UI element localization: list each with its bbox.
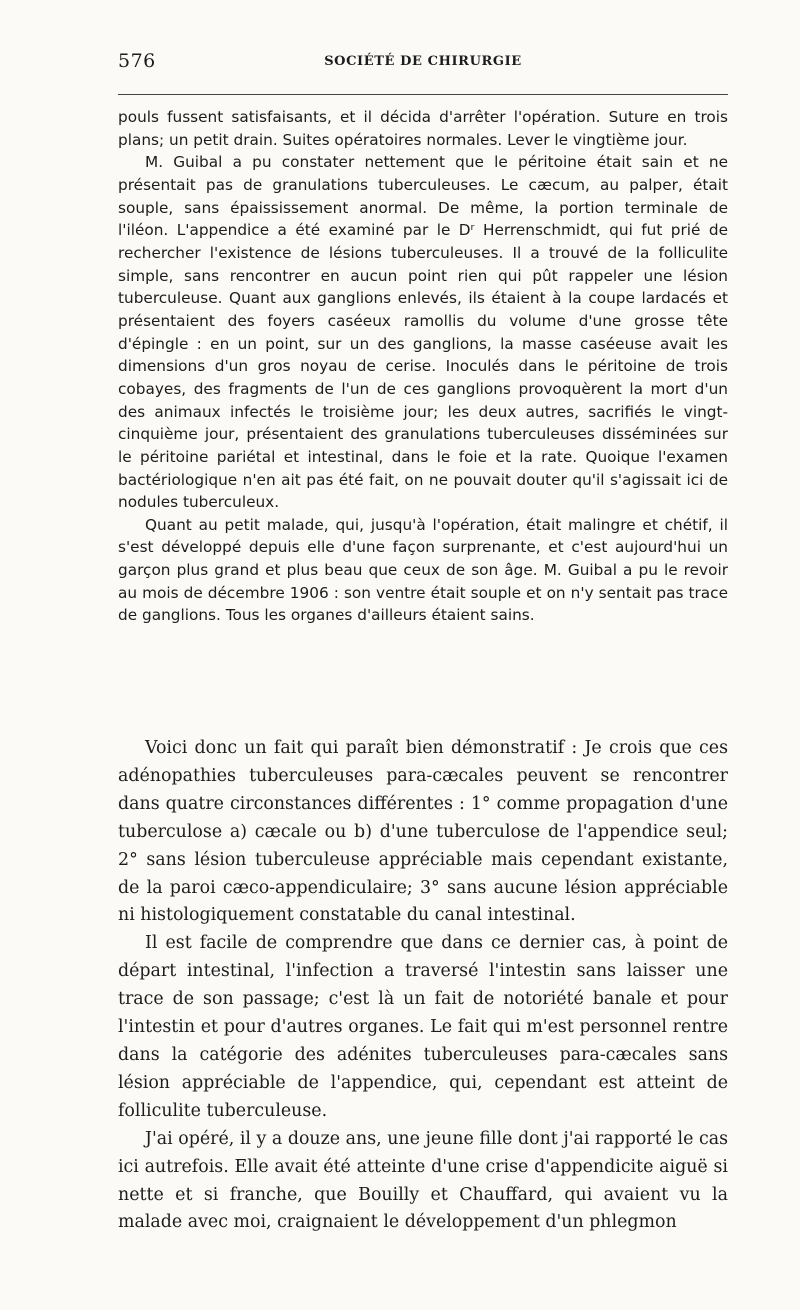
running-header bbox=[118, 50, 728, 74]
discussion-paragraph-1: Voici donc un fait qui paraît bien démonstratif : Je crois que ces adénopathies tuberculeuses para-cæcales peuvent se rencontrer dans quatre circonstances différentes : 1° comme propagation d'une tuberculose a) cæcale ou b) d'une tuberculose de l'appendice seul; 2° sans lésion tuberculeuse appréciable mais cependant existante, de la paroi cæco-appendiculaire; 3° sans aucune lésion appréciable ni histologiquement constatable du canal intestinal. bbox=[118, 738, 728, 926]
discussion-paragraph-3: J'ai opéré, il y a douze ans, une jeune fille dont j'ai rapporté le cas ici autrefois. Elle avait été atteinte d'une crise d'appendicite aiguë si nette et si franche, que Bouilly et Chauffard, qui avaient vu la malade avec moi, craignaient le développement d'un phlegmon bbox=[118, 1128, 728, 1233]
observation-paragraph-2: M. Guibal a pu constater nettement que le péritoine était sain et ne présentait pas de granulations tuberculeuses. Le cæcum, au palper, était souple, sans épaississement anormal. De même, la portion terminale de l'iléon. L'appendice a été examiné par le Dʳ Herrenschmidt, qui fut prié de rechercher l'existence de lésions tuberculeuses. Il a trouvé de la folliculite simple, sans rencontrer en aucun point rien qui pût rappeler une lésion tuberculeuse. Quant aux ganglions enlevés, ils étaient à la coupe lardacés et présentaient des foyers caséeux ramollis du volume d'une grosse tête d'épingle : en un point, sur un des ganglions, la masse caséeuse avait les dimensions d'un gros noyau de cerise. Inoculés dans le péritoine de trois cobayes, des fragments de l'un de ces ganglions provoquèrent la mort d'un des animaux infectés le troisième jour; les deux autres, sacrifiés le vingt-cinquième jour, présentaient des granulations tuberculeuses disséminées sur le péritoine pariétal et intestinal, dans le foie et la rate. Quoique l'examen bactériologique n'en ait pas été fait, on ne pouvait douter qu'il s'agissait ici de nodules tuberculeux. bbox=[118, 153, 728, 512]
observation-paragraph-1: pouls fussent satisfaisants, et il décida d'arrêter l'opération. Suture en trois plans; un petit drain. Suites opératoires normales. Lever le vingtième jour. bbox=[118, 108, 728, 149]
running-title: SOCIÉTÉ DE CHIRURGIE bbox=[324, 54, 522, 69]
discussion-section bbox=[118, 735, 728, 1237]
discussion-paragraph-2: Il est facile de comprendre que dans ce dernier cas, à point de départ intestinal, l'infection a traversé l'intestin sans laisser une trace de son passage; c'est là un fait de notoriété banale et pour l'intestin et pour d'autres organes. Le fait qui m'est personnel rentre dans la catégorie des adénites tuberculeuses para-cæcales sans lésion appréciable de l'appendice, qui, cependant est atteint de folliculite tuberculeuse. bbox=[118, 933, 728, 1121]
header-rule bbox=[118, 94, 728, 95]
observation-paragraph-3: Quant au petit malade, qui, jusqu'à l'opération, était malingre et chétif, il s'est développé depuis elle d'une façon surprenante, et c'est aujourd'hui un garçon plus grand et plus beau que ceux de son âge. M. Guibal a pu le revoir au mois de décembre 1906 : son ventre était souple et on n'y sentait pas trace de ganglions. Tous les organes d'ailleurs étaient sains. bbox=[118, 515, 728, 625]
observation-section bbox=[118, 106, 728, 627]
page-number: 576 bbox=[118, 50, 156, 72]
